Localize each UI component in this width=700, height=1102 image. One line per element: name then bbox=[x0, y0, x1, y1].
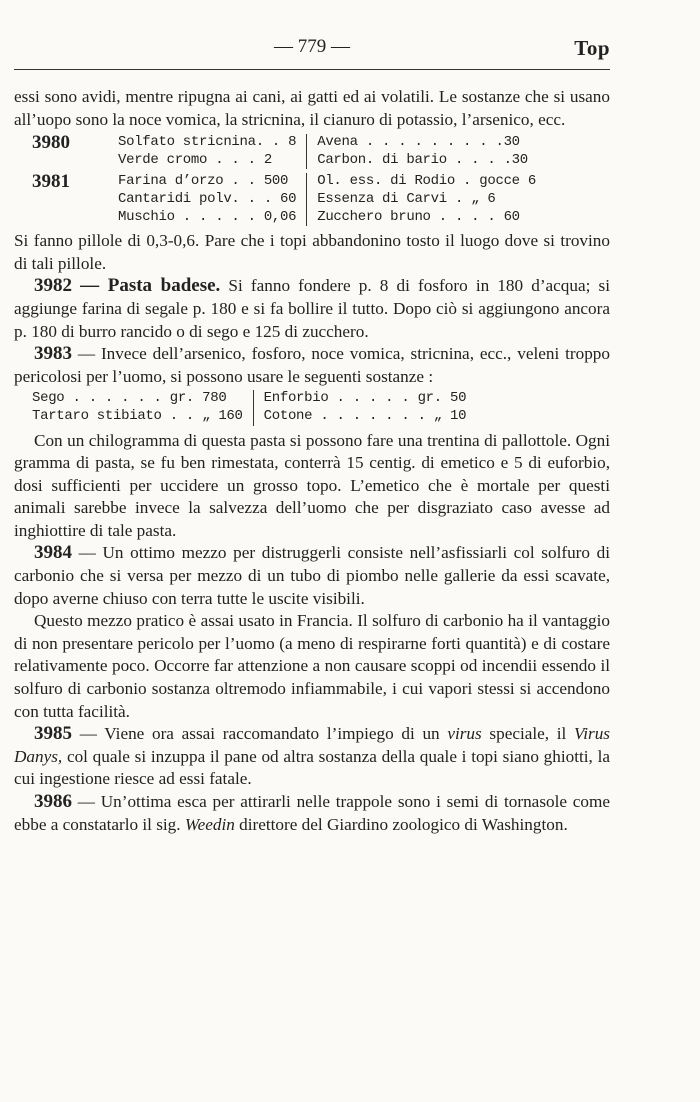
paragraph-text: speciale, il bbox=[481, 724, 575, 744]
paragraph: Si fanno pillole di 0,3-0,6. Pare che i topi abbandonino tosto il luogo dove si trovino di tali pillole. bbox=[14, 231, 610, 273]
italic-term: Virus Danys, bbox=[14, 724, 610, 766]
table-cell: Solfato stricnina. . 8 bbox=[118, 134, 297, 151]
column-divider bbox=[306, 173, 307, 226]
table-cell: Tartaro stibiato . . „ 160 bbox=[32, 407, 243, 424]
recipe-table-3981 bbox=[14, 173, 610, 226]
table-cell: Carbon. di bario . . . .30 bbox=[317, 151, 528, 168]
column-divider bbox=[253, 390, 254, 425]
paragraph-text: — Invece dell’arsenico, fosforo, noce vomica, stricnina, ecc., veleni troppo pericolosi per l’uomo, si possono usare le seguenti sostanze : bbox=[14, 344, 610, 386]
paragraph-text: Si fanno fondere p. 8 di fosforo in 180 d’acqua; si aggiunge farina di segale p. 180 e si fa bollire il tutto. Dopo ciò si aggiungono ancora p. 180 di burro rancido o di sego e 125 di zucchero. bbox=[14, 276, 610, 341]
table-cell: Zucchero bruno . . . . 60 bbox=[317, 208, 520, 225]
running-head: Top bbox=[574, 36, 610, 60]
recipe-number: 3986 bbox=[34, 791, 72, 812]
paragraph bbox=[14, 343, 610, 388]
table-cell: Ol. ess. di Rodio . gocce 6 bbox=[317, 173, 536, 190]
table-cell: Farina d’orzo . . 500 bbox=[118, 173, 289, 190]
italic-term: virus bbox=[447, 724, 482, 744]
paragraph-text: — Un ottimo mezzo per distruggerli consiste nell’asfissiarli col solfuro di carbonio che si versa per mezzo di un tubo di piombo nelle gallerie da essi scavate, dopo averne chiuso con terra tutte le uscite visibili. bbox=[14, 543, 610, 608]
recipe-table-3980 bbox=[14, 134, 610, 169]
recipe-number: 3985 bbox=[34, 723, 72, 745]
table-cell: Cotone . . . . . . . „ 10 bbox=[263, 407, 467, 424]
paragraph-text: — Viene ora assai raccomandato l’impiego di un bbox=[72, 724, 448, 744]
paragraph: essi sono avidi, mentre ripugna ai cani, ai gatti ed ai volatili. Le sostanze che si usano all’uopo sono la noce vomica, la stricnina, il cianuro di potassio, l’arsenico, ecc. bbox=[14, 87, 610, 129]
recipe-number: 3980 bbox=[32, 132, 70, 154]
paragraph-text: — Un’ottima esca per attirarli nelle trappole sono i semi di tornasole come ebbe a constatarlo il sig. bbox=[14, 792, 610, 834]
paragraph: Questo mezzo pratico è assai usato in Francia. Il solfuro di carbonio ha il vantaggio di non presentare pericolo per l’uomo (a meno di respirarne forti quantità) e di costare relativamente poco. Occorre far attenzione a non causare scoppi od incendii essendo il solfuro di carbonio sostanza oltremodo infiammabile, i cui vapori stessi si accendono con tutta facilità. bbox=[14, 611, 610, 721]
table-cell: Enforbio . . . . . gr. 50 bbox=[263, 390, 467, 407]
page-number: — 779 — bbox=[274, 36, 350, 57]
table-cell: Sego . . . . . . gr. 780 bbox=[32, 390, 227, 407]
paragraph bbox=[14, 723, 610, 791]
table-cell: Essenza di Carvi . „ 6 bbox=[317, 190, 496, 207]
paragraph: Con un chilogramma di questa pasta si possono fare una trentina di pallottole. Ogni gramma di pasta, se fu ben rimestata, conterrà 15 centig. di emetico e 5 di euforbio, dosi sufficienti per uccidere un grosso topo. L’emetico che è mortale per questi animali sarebbe invece la salvezza dell’uomo che per disgraziato caso avesse ad inghiottire di tale pasta. bbox=[14, 430, 610, 540]
page-header bbox=[14, 36, 610, 64]
paragraph-text: direttore del Giardino zoologico di Washington. bbox=[234, 814, 568, 834]
table-cell: Cantaridi polv. . . 60 bbox=[118, 190, 297, 207]
recipe-title: — Pasta badese. bbox=[80, 275, 221, 297]
header-rule bbox=[14, 69, 610, 70]
paragraph-text: col quale si inzuppa il pane od altra sostanza della quale i topi siano ghiotti, la cui ingestione riesce ad essi fatale. bbox=[14, 746, 610, 789]
ingredients-table-3983 bbox=[14, 390, 610, 425]
table-cell: Avena . . . . . . . . .30 bbox=[317, 134, 520, 151]
paragraph bbox=[14, 275, 610, 343]
recipe-number: 3984 bbox=[34, 542, 72, 564]
column-divider bbox=[306, 134, 307, 169]
table-cell: Muschio . . . . . 0,06 bbox=[118, 208, 297, 225]
recipe-number: 3983 bbox=[34, 343, 72, 365]
page-body bbox=[14, 86, 610, 836]
recipe-number: 3982 bbox=[34, 275, 72, 297]
table-cell: Verde cromo . . . 2 bbox=[118, 151, 272, 168]
paragraph bbox=[14, 542, 610, 610]
paragraph bbox=[14, 791, 610, 836]
recipe-number: 3981 bbox=[32, 171, 70, 193]
italic-name: Weedin bbox=[184, 814, 235, 834]
